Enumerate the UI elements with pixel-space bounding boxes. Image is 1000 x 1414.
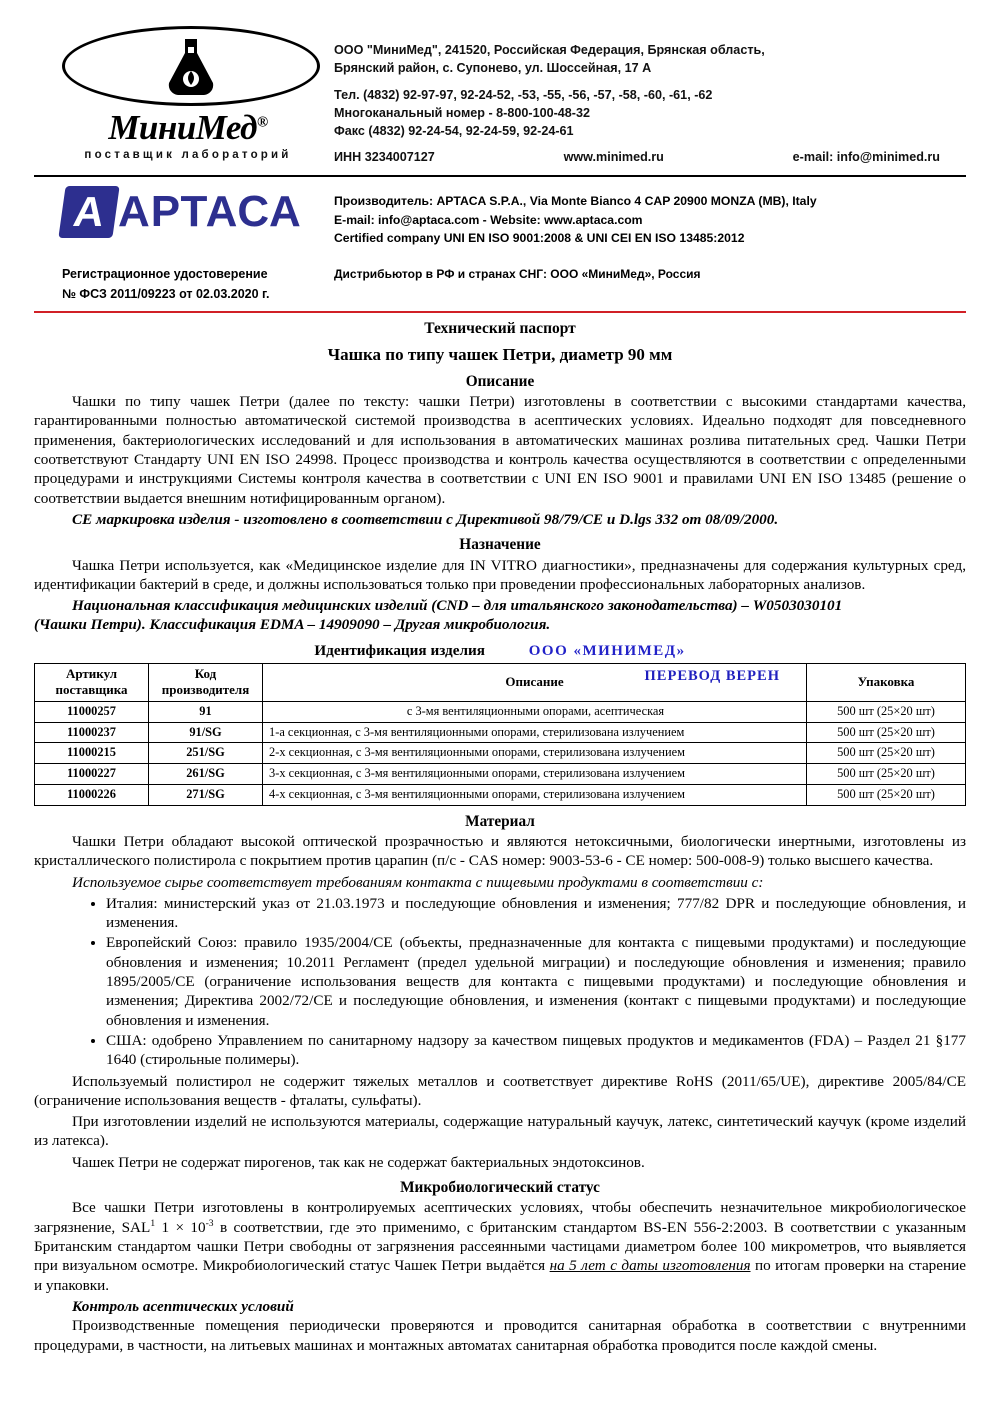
company-phones [334, 87, 966, 141]
table-header-row [35, 663, 966, 701]
micro-exponent: -3 [205, 1218, 214, 1229]
minimed-logo [62, 26, 330, 161]
material-paragraph-3: При изготовлении изделий не используются материалы, содержащие натуральный каучук, латекс, синтетический каучук (кроме изделий из латекса). [34, 1113, 966, 1150]
registration-row [34, 253, 966, 303]
table-row [35, 784, 966, 805]
table-row [35, 701, 966, 722]
document-header [34, 26, 966, 167]
col-article: Артикул поставщика [35, 663, 149, 701]
page-title: Чашка по типу чашек Петри, диаметр 90 мм [327, 345, 673, 365]
cell-code: 91/SG [149, 722, 263, 743]
address-line-1: ООО "МиниМед", 241520, Российская Федерация, Брянская область, [334, 43, 765, 57]
address-line-2: Брянский район, с. Супонево, ул. Шоссейная, 17 А [334, 60, 652, 75]
list-item: • Европейский Союз: правило 1935/2004/CE (объекты, предназначенные для контакта с пищевыми продуктами) и последующие обновления и изменения; 10.2011 Регламент (предел удельной миграции) и последующие обновления и изменения; правило 1895/2005/CE (ограничение использования веществ для контакта с пищевыми продуктами) и последующие обновления и изменения; Директива 2002/72/CE и последующие обновления, и изменения (контакт с пищевыми продуктами) и последующие обновления и изменения. [106, 933, 966, 1029]
material-paragraph-1: Чашки Петри обладают высокой оптической прозрачностью и являются нетоксичными, биологически инертными, изготовлены из кристаллического полистирола с покрытием против царапин (п/с - CAS номер: 9003-53-6 - CE номер: 500-008-9) только высшего качества. [34, 832, 966, 870]
cell-description: 1-а секционная, с 3-мя вентиляционными опорами, стерилизована излучением [263, 722, 807, 743]
cell-article: 11000237 [35, 722, 149, 743]
material-italic-line: Используемое сырье соответствует требованиям контакта с пищевыми продуктами в соответствии с: [72, 873, 764, 891]
table-row [35, 743, 966, 764]
logo-reg-mark: ® [256, 114, 268, 131]
phone-line: Тел. (4832) 92-97-97, 92-24-52, -53, -55, -56, -57, -58, -60, -61, -62 [334, 87, 713, 102]
cell-article: 11000226 [35, 784, 149, 805]
col-description [263, 663, 807, 701]
manufacturer-line: Производитель: APTACA S.P.A., Via Monte Bianco 4 CAP 20900 MONZA (MB), Italy [334, 194, 817, 209]
inn-value: ИНН 3234007127 [334, 150, 435, 165]
purpose-paragraph: Чашка Петри используется, как «Медицинское изделие для IN VITRO диагностики», предназначены для содержания культурных сред, идентификации бактерий в среде, и должны использоваться только при проведении профессиональных лабораторных анализов. [34, 556, 966, 593]
red-divider [34, 311, 966, 313]
cell-pack: 500 шт (25×20 шт) [807, 784, 966, 805]
manufacturer-certified: Certified company UNI EN ISO 9001:2008 & UNI CEI EN ISO 13485:2012 [334, 230, 745, 245]
cell-description: 4-х секционная, с 3-мя вентиляционными опорами, стерилизована излучением [263, 784, 807, 805]
company-ids [334, 149, 966, 167]
micro-text-c: в соответствии, где это применимо, с британским стандартом BS-EN 556-2:2003. В соответствии с указанным Британским стандартом чашки Петри свободны от загрязнения рассеянными частицами диаметром более 100 микрометров, что выявляется при визуальном осмотре. Микробиологический статус Чашек Петри выдаётся [34, 1218, 966, 1275]
logo-tagline: поставщик лабораторий [84, 149, 292, 161]
cell-code: 91 [149, 701, 263, 722]
list-item: • США: одобрено Управлением по санитарному надзору за качеством пищевых продуктов и медикаментов (FDA) – Раздел 21 §177 1640 (стирольные полимеры). [106, 1031, 966, 1070]
flask-icon [155, 37, 227, 95]
cell-article: 11000257 [35, 701, 149, 722]
section-identification-heading [34, 641, 966, 661]
col-description-label: Описание [505, 674, 564, 690]
description-paragraph: Чашки по типу чашек Петри (далее по тексту: чашки Петри) изготовлены в соответствии с высокими стандартами качества, гарантированными полностью автоматической системой производства в асептических условиях. Идеально подходят для повседневного применения, бактериологических исследований и для использования в автоматических машинах розлива питательных сред. Чашки Петри соответствуют Стандарту UNI EN ISO 24998. Процесс производства и контроль качества осуществляются в соответствии с определенными процедурами и инструкциями Системы контроля качества в соответствии с UNI EN ISO 9001 и правилами UNI EN ISO 13485 (решение о соответствии выдается внешним нотифицированным органом). [34, 393, 966, 507]
header-divider [34, 175, 966, 177]
section-material-heading: Материал [465, 812, 535, 830]
cell-description: 2-х секционная, с 3-мя вентиляционными опорами, стерилизована излучением [263, 743, 807, 764]
micro-paragraph [34, 1198, 966, 1295]
micro-italic-emphasis: на 5 лет с даты изготовления [549, 1257, 751, 1275]
logo-word-text: МиниМед [108, 108, 257, 147]
section-description-heading: Описание [465, 372, 535, 390]
material-paragraph-4: Чашек Петри не содержат пирогенов, так как не содержат бактериальных эндотоксинов. [72, 1153, 645, 1171]
cell-code: 261/SG [149, 764, 263, 785]
cell-description: с 3-мя вентиляционными опорами, асептическая [263, 701, 807, 722]
logo-wordmark [62, 108, 314, 148]
document-body [34, 319, 966, 1354]
table-row [35, 764, 966, 785]
aptaca-manufacturer-info [334, 186, 966, 247]
aseptic-paragraph: Производственные помещения периодически проверяются и проводится санитарная обработка в соответствии с внутренними процедурами, в частности, на литьевых машинах и монтажных автоматах санитарная обработка проводится после каждой смены. [34, 1317, 966, 1354]
ce-marking-line: CE маркировка изделия - изготовлено в соответствии с Директивой 98/79/CE и D.lgs 332 от 08/09/2000. [72, 510, 779, 528]
cell-article: 11000215 [35, 743, 149, 764]
section-micro-heading: Микробиологический статус [400, 1179, 600, 1197]
aptaca-brand-text: АРТАСА [118, 187, 302, 237]
col-code: Код производителя [149, 663, 263, 701]
email-link[interactable]: e-mail: info@minimed.ru [792, 150, 940, 165]
cell-pack: 500 шт (25×20 шт) [807, 701, 966, 722]
distributor-line: Дистрибьютор в РФ и странах СНГ: ООО «МиниМед», Россия [334, 267, 701, 282]
cell-code: 271/SG [149, 784, 263, 805]
stamp-company: ООО «МИНИМЕД» [528, 642, 686, 659]
identification-table [34, 663, 966, 806]
micro-text-d: по итогам проверки на старение и упаковки. [34, 1257, 967, 1294]
website-link[interactable]: www.minimed.ru [563, 150, 664, 165]
aptaca-logo [62, 186, 334, 238]
cnd-line-2: (Чашки Петри). Классификация EDMA – 14909090 – Другая микробиология. [34, 616, 551, 634]
logo-oval [62, 26, 320, 106]
minimed-logo-block [34, 26, 334, 161]
passport-label: Технический паспорт [424, 320, 576, 338]
registration-title: Регистрационное удостоверение [62, 267, 268, 282]
registration-block [34, 253, 334, 303]
section-aseptic-heading: Контроль асептических условий [72, 1297, 294, 1315]
cell-code: 251/SG [149, 743, 263, 764]
material-bullet-list [34, 894, 966, 1070]
cnd-line-1: Национальная классификация медицинских изделий (CND – для итальянского законодательства) – W0503030101 [72, 597, 843, 615]
material-paragraph-2: Используемый полистирол не содержит тяжелых металлов и соответствует директиве RoHS (2011/65/UE), директиве 2005/84/CE (ограничение использования веществ - фталаты, сульфаты). [34, 1072, 966, 1109]
cell-pack: 500 шт (25×20 шт) [807, 722, 966, 743]
micro-text-b: 1 × 10 [155, 1218, 206, 1236]
cell-description: 3-х секционная, с 3-мя вентиляционными опорами, стерилизована излучением [263, 764, 807, 785]
cell-article: 11000227 [35, 764, 149, 785]
micro-footnote-marker: 1 [150, 1218, 156, 1229]
multichannel-line: Многоканальный номер - 8-800-100-48-32 [334, 105, 590, 120]
aptaca-logo-block [34, 186, 334, 238]
aptaca-letter-icon: A [58, 186, 119, 238]
company-contact-info [334, 26, 966, 167]
identification-title-text: Идентификация изделия [314, 641, 485, 659]
table-row [35, 722, 966, 743]
cell-pack: 500 шт (25×20 шт) [807, 764, 966, 785]
micro-text-a: Все чашки Петри изготовлены в контролируемых асептических условиях, чтобы обеспечить незначительное микробиологическое загрязнение, SAL [34, 1199, 966, 1236]
registration-number: № ФСЗ 2011/09223 от 02.03.2020 г. [62, 287, 270, 302]
section-purpose-heading: Назначение [459, 536, 541, 554]
aptaca-band [34, 186, 966, 247]
fax-line: Факс (4832) 92-24-54, 92-24-59, 92-24-61 [334, 123, 574, 138]
company-address [334, 42, 966, 78]
cell-pack: 500 шт (25×20 шт) [807, 743, 966, 764]
manufacturer-contacts: E-mail: info@aptaca.com - Website: www.aptaca.com [334, 212, 643, 227]
col-pack: Упаковка [807, 663, 966, 701]
list-item: • Италия: министерский указ от 21.03.1973 и последующие обновления и изменения; 777/82 DPR и последующие обновления, и изменения. [106, 894, 966, 933]
stamp-translation: ПЕРЕВОД ВЕРЕН [644, 667, 780, 684]
